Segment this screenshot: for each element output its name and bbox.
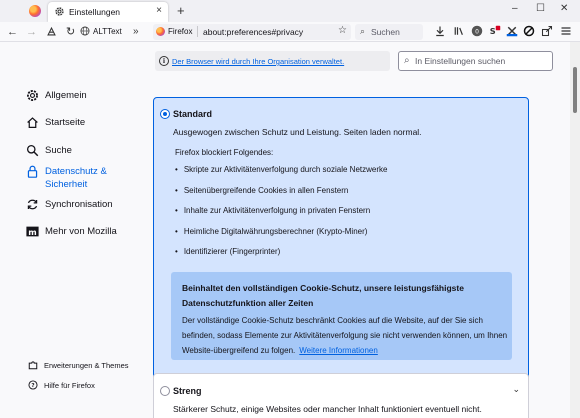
- navigation-toolbar: [0, 22, 580, 42]
- tab-bar: [0, 0, 580, 22]
- cookie-protection-info: [171, 272, 512, 360]
- category-label: Allgemein: [45, 90, 87, 101]
- mozilla-icon: [26, 225, 39, 238]
- sidebar-footer-label: Hilfe für Firefox: [44, 380, 95, 390]
- strict-radio[interactable]: [160, 386, 170, 396]
- category-home[interactable]: [26, 116, 85, 129]
- search-icon: ⌕: [404, 55, 410, 66]
- url-identity-label: Firefox: [168, 27, 193, 36]
- block-icon[interactable]: [523, 25, 535, 37]
- tab-settings[interactable]: [48, 2, 168, 22]
- category-privacy[interactable]: [26, 165, 107, 191]
- sidebar-footer-label: Erweiterungen & Themes: [44, 360, 129, 370]
- search-icon: [26, 144, 39, 157]
- close-window-button[interactable]: ✕: [560, 3, 569, 14]
- back-button[interactable]: ←: [7, 26, 18, 38]
- category-label: Suche: [45, 145, 72, 156]
- list-item: • Inhalte zur Aktivitätenverfolgung in privaten Fenstern: [175, 201, 387, 222]
- puzzle-icon: [28, 360, 38, 370]
- category-label: Mehr von Mozilla: [45, 226, 117, 237]
- tab-title: Einstellungen: [69, 7, 121, 17]
- alttext-bookmark[interactable]: [80, 26, 122, 36]
- chevron-down-icon[interactable]: ⌄: [512, 384, 520, 394]
- globe-icon: [80, 26, 90, 36]
- category-label: Startseite: [45, 117, 86, 128]
- policy-notice: [155, 51, 390, 71]
- info-title: Beinhaltet den vollständigen Cookie-Schutz, unsere leistungsfähigste Datenschutzfunktion aller Zeiten: [182, 283, 464, 308]
- standard-title: Standard: [173, 109, 213, 119]
- list-item: • Heimliche Digitalwährungsberechner (Krypto-Miner): [175, 222, 387, 243]
- category-sync[interactable]: [26, 198, 113, 211]
- standard-radio[interactable]: [160, 109, 170, 119]
- category-general[interactable]: [26, 89, 87, 102]
- list-item: • Skripte zur Aktivitätenverfolgung durch soziale Netzwerke: [175, 160, 387, 181]
- strict-description: Stärkerer Schutz, einige Websites oder mancher Inhalt funktioniert eventuell nicht.: [173, 404, 482, 414]
- sync-icon: [26, 198, 39, 211]
- extension-icon[interactable]: [46, 26, 57, 37]
- maximize-button[interactable]: ☐: [536, 3, 545, 14]
- category-search[interactable]: [26, 144, 72, 157]
- x-icon[interactable]: [506, 25, 518, 37]
- scrollbar-thumb[interactable]: [573, 67, 577, 113]
- policy-link[interactable]: Der Browser wird durch Ihre Organisation verwaltet.: [172, 57, 345, 66]
- sidebar-footer-help[interactable]: [28, 380, 95, 390]
- category-label: Synchronisation: [45, 199, 113, 210]
- home-icon: [26, 116, 39, 129]
- overflow-chevron-icon[interactable]: »: [133, 26, 139, 37]
- menu-icon[interactable]: [560, 25, 572, 37]
- firefox-icon: [156, 27, 165, 36]
- download-icon[interactable]: [434, 25, 446, 37]
- blocked-intro: Firefox blockiert Folgendes:: [175, 148, 274, 157]
- svg-text:S: S: [489, 26, 496, 36]
- svg-text:0: 0: [475, 28, 479, 36]
- gear-icon: [54, 6, 65, 17]
- url-separator: [197, 26, 198, 37]
- search-placeholder: Suchen: [371, 27, 400, 37]
- search-bar[interactable]: [355, 24, 423, 40]
- sidebar-footer-extensions[interactable]: [28, 360, 129, 370]
- svg-text:m: m: [28, 226, 37, 237]
- share-icon[interactable]: [541, 25, 553, 37]
- bookmark-star-icon[interactable]: ☆: [338, 25, 347, 36]
- settings-page: [0, 42, 580, 418]
- category-label: Datenschutz & Sicherheit: [45, 166, 107, 190]
- scrollbar[interactable]: [570, 42, 580, 418]
- info-text: Der vollständige Cookie-Schutz beschränkt Cookies auf die Website, auf der Sie sich befinden, sodass Elemente zur Aktivitätenverfolgung sie nicht verwenden können, um Ihnen Website-übergreifend zu folgen.: [182, 316, 508, 355]
- alttext-label: ALTText: [93, 26, 122, 36]
- standard-description: Ausgewogen zwischen Schutz und Leistung. Seiten laden normal.: [173, 127, 422, 137]
- firefox-view-icon[interactable]: [29, 5, 41, 17]
- tab-close-icon[interactable]: ×: [156, 5, 162, 16]
- reload-button[interactable]: ↻: [66, 26, 76, 38]
- url-text[interactable]: about:preferences#privacy: [203, 27, 304, 37]
- strict-title: Streng: [173, 386, 202, 396]
- library-icon[interactable]: [453, 25, 465, 37]
- minimize-button[interactable]: –: [512, 3, 518, 14]
- forward-button[interactable]: →: [26, 26, 37, 38]
- svg-text:?: ?: [31, 383, 35, 390]
- blocked-list: [175, 160, 387, 263]
- new-tab-button[interactable]: +: [177, 3, 185, 18]
- find-in-settings[interactable]: [398, 51, 553, 71]
- search-icon: ⌕: [360, 26, 366, 36]
- learn-more-link[interactable]: Weitere Informationen: [299, 346, 378, 355]
- find-in-settings-input[interactable]: [415, 54, 550, 68]
- extension-counter-icon[interactable]: [471, 25, 483, 37]
- info-icon: i: [159, 56, 169, 66]
- list-item: • Seitenübergreifende Cookies in allen Fenstern: [175, 181, 387, 202]
- spam-icon[interactable]: [489, 25, 501, 37]
- tracking-protection-strict[interactable]: [153, 373, 529, 418]
- help-icon: [28, 380, 38, 390]
- tracking-protection-standard[interactable]: [153, 97, 529, 412]
- info-text-block: [182, 313, 508, 358]
- lock-icon: [26, 165, 39, 178]
- url-bar[interactable]: [153, 24, 351, 40]
- gear-icon: [26, 89, 39, 102]
- category-more-from-mozilla[interactable]: [26, 225, 117, 238]
- list-item: • Identifizierer (Fingerprinter): [175, 242, 387, 263]
